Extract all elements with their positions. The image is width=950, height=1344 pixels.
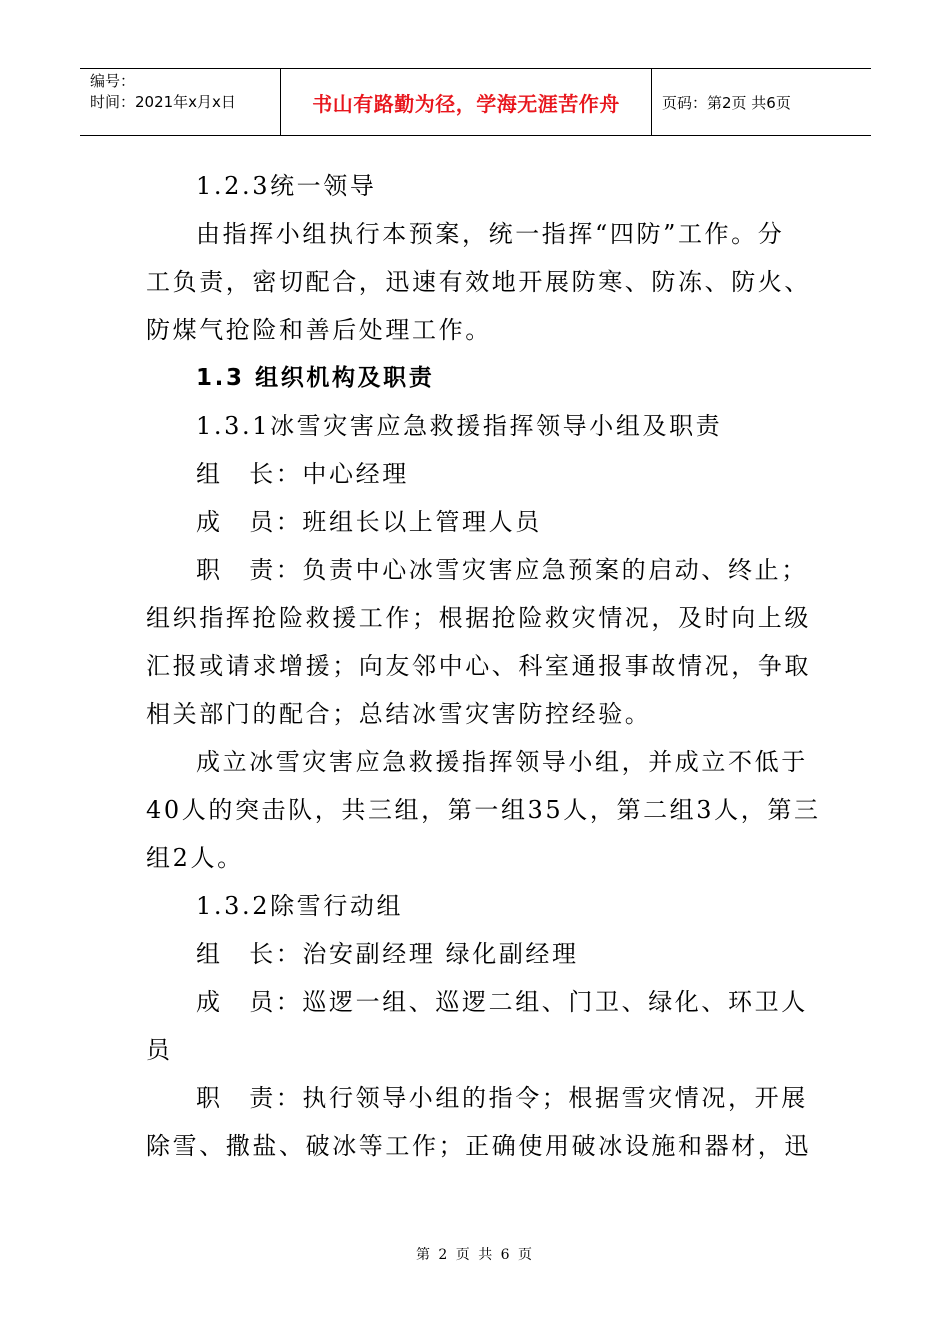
paragraph-line: 组2人。 — [146, 844, 244, 872]
duties-line: 职 责：执行领导小组的指令；根据雪灾情况，开展 — [196, 1084, 808, 1112]
paragraph-line: 除雪、撒盐、破冰等工作；正确使用破冰设施和器材，迅 — [146, 1132, 811, 1160]
section-heading-1-3-2: 1.3.2除雪行动组 — [196, 892, 404, 920]
leader-line: 组 长：中心经理 — [196, 460, 409, 488]
document-date: 时间：2021年x月x日 — [90, 93, 236, 111]
document-body — [146, 162, 821, 1170]
paragraph-line: 员 — [146, 1036, 173, 1064]
paragraph-line: 防煤气抢险和善后处理工作。 — [146, 316, 492, 344]
paragraph-line: 工负责，密切配合，迅速有效地开展防寒、防冻、防火、 — [146, 268, 811, 296]
section-heading-1-3: 1.3 组织机构及职责 — [196, 365, 435, 391]
paragraph-line: 由指挥小组执行本预案，统一指挥“四防”工作。分 — [196, 220, 785, 248]
members-line: 成 员：班组长以上管理人员 — [196, 508, 542, 536]
duties-line: 职 责：负责中心冰雪灾害应急预案的启动、终止； — [196, 556, 808, 584]
page-footer: 第 2 页 共 6 页 — [415, 1247, 535, 1263]
paragraph-line: 成立冰雪灾害应急救援指挥领导小组，并成立不低于 — [196, 748, 808, 776]
section-heading-1-2-3: 1.2.3统一领导 — [196, 172, 377, 200]
section-heading-1-3-1: 1.3.1冰雪灾害应急救援指挥领导小组及职责 — [196, 412, 723, 440]
document-header — [80, 68, 871, 136]
paragraph-line: 40人的突击队，共三组，第一组35人，第二组3人，第三 — [146, 796, 821, 824]
paragraph-line: 相关部门的配合；总结冰雪灾害防控经验。 — [146, 700, 652, 728]
document-number-label: 编号： — [90, 72, 136, 90]
paragraph-line: 组织指挥抢险救援工作；根据抢险救灾情况，及时向上级 — [146, 604, 811, 632]
paragraph-line: 汇报或请求增援；向友邻中心、科室通报事故情况，争取 — [146, 652, 811, 680]
leader-line: 组 长：治安副经理 绿化副经理 — [196, 940, 579, 968]
members-line: 成 员：巡逻一组、巡逻二组、门卫、绿化、环卫人 — [196, 988, 808, 1016]
header-page-info: 页码：第2页 共6页 — [662, 93, 791, 112]
header-motto: 书山有路勤为径，学海无涯苦作舟 — [281, 69, 652, 135]
header-meta — [80, 69, 281, 135]
